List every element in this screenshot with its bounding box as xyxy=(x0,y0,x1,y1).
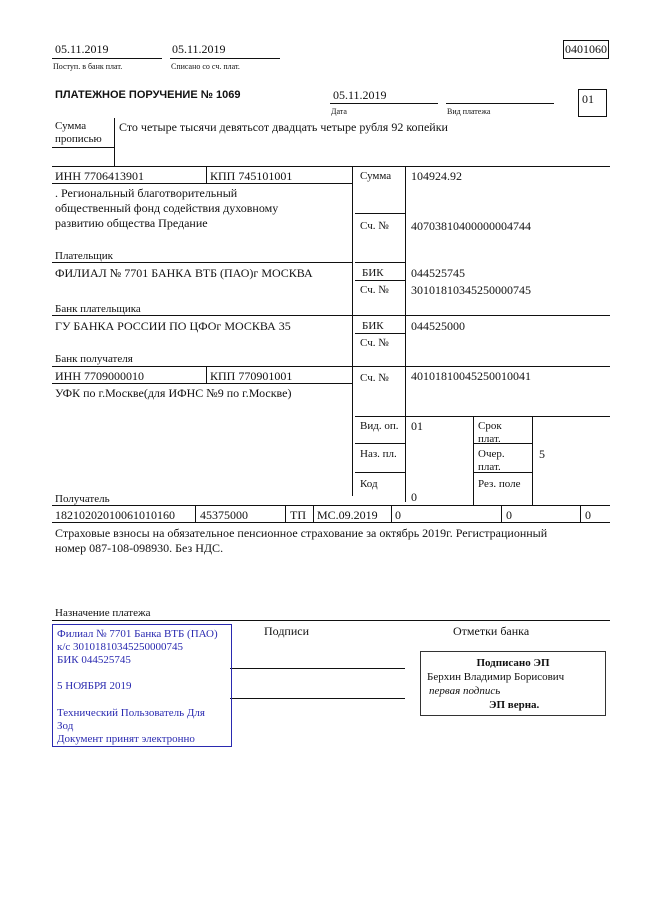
payment-type-label: Вид платежа xyxy=(447,107,491,116)
oktmo: 45375000 xyxy=(200,508,248,522)
stamp-line-1: Филиал № 7701 Банка ВТБ (ПАО) xyxy=(57,628,218,640)
stamp-line-2: к/с 30101810345250000745 xyxy=(57,641,184,653)
payee-bank-label: Банк получателя xyxy=(55,353,133,365)
signatures-label: Подписи xyxy=(264,624,310,638)
bank-marks-label: Отметки банка xyxy=(453,624,530,638)
kbk: 18210202010061010160 xyxy=(55,508,175,522)
order-label-1: Очер. xyxy=(478,448,505,460)
esignature-status: ЭП верна. xyxy=(489,699,540,711)
payer-kpp: КПП 745101001 xyxy=(210,169,293,183)
form-code: 0401060 xyxy=(563,40,609,59)
payer-account: 40703810400000004744 xyxy=(411,219,531,233)
doc-date: 0 xyxy=(506,508,512,522)
stamp-line-7: Документ принят электронно xyxy=(57,733,195,745)
payee-bank-account-label: Сч. № xyxy=(360,337,389,349)
payer-bank-account: 30101810345250000745 xyxy=(411,283,531,297)
purpose-label: Назначение платежа xyxy=(55,607,151,619)
payee-name: УФК по г.Москве(для ИФНС №9 по г.Москве) xyxy=(55,386,292,400)
order-label-2: плат. xyxy=(478,461,501,473)
payer-name-1: . Региональный благотворительный xyxy=(55,186,238,200)
bank-stamp xyxy=(52,624,232,747)
basis: ТП xyxy=(290,508,306,522)
esignature-signer: Берхин Владимир Борисович xyxy=(427,671,565,683)
payer-name-2: общественный фонд содействия духовному xyxy=(55,201,279,215)
payer-label: Плательщик xyxy=(55,250,113,262)
payee-bank-name: ГУ БАНКА РОССИИ ПО ЦФОг МОСКВА 35 xyxy=(55,319,291,333)
payer-name-3: развитию общества Предание xyxy=(55,216,208,230)
payee-kpp: КПП 770901001 xyxy=(210,369,293,383)
payer-account-label: Сч. № xyxy=(360,220,389,232)
payee-inn: ИНН 7709000010 xyxy=(55,369,144,383)
payee-label: Получатель xyxy=(55,493,110,505)
payee-account: 40101810045250010041 xyxy=(411,369,531,383)
payer-bank-bik-label: БИК xyxy=(362,267,384,279)
status-code: 01 xyxy=(582,92,594,106)
tax-extra: 0 xyxy=(585,508,591,522)
purpose-code-label: Наз. пл. xyxy=(360,448,397,460)
document-date: 05.11.2019 xyxy=(333,88,387,102)
op-type: 01 xyxy=(411,419,423,433)
payee-account-label: Сч. № xyxy=(360,372,389,384)
stamp-line-6: Зод xyxy=(57,720,74,732)
op-type-label: Вид. оп. xyxy=(360,420,399,432)
page-title: ПЛАТЕЖНОЕ ПОРУЧЕНИЕ № 1069 xyxy=(55,89,241,101)
amount-words-label-2: прописью xyxy=(55,133,102,145)
payee-bank-bik-label: БИК xyxy=(362,320,384,332)
esignature-title: Подписано ЭП xyxy=(476,657,550,669)
purpose-line-2: номер 087-108-098930. Без НДС. xyxy=(55,541,224,555)
status-code-box xyxy=(578,89,607,117)
payer-bank-account-label: Сч. № xyxy=(360,284,389,296)
stamp-line-4: 5 НОЯБРЯ 2019 xyxy=(57,680,132,692)
code-label: Код xyxy=(360,478,378,490)
document-date-label: Дата xyxy=(331,107,347,116)
reserve-label: Рез. поле xyxy=(478,478,521,490)
esignature-block xyxy=(420,651,606,716)
doc-number: 0 xyxy=(395,508,401,522)
payer-bank-name: ФИЛИАЛ № 7701 БАНКА ВТБ (ПАО)г МОСКВА xyxy=(55,266,313,280)
date-received-label: Поступ. в банк плат. xyxy=(53,62,123,71)
code-value: 0 xyxy=(411,490,417,504)
stamp-line-5: Технический Пользователь Для xyxy=(57,707,205,719)
date-received: 05.11.2019 xyxy=(55,42,109,56)
stamp-line-3: БИК 044525745 xyxy=(57,654,131,666)
date-debited: 05.11.2019 xyxy=(172,42,226,56)
amount-words-label-1: Сумма xyxy=(55,120,87,132)
order-value: 5 xyxy=(539,447,545,461)
amount-words-value: Сто четыре тысячи девятьсот двадцать четыре рубля 92 копейки xyxy=(119,120,448,134)
term-label-1: Срок xyxy=(478,420,502,432)
esignature-role: первая подпись xyxy=(429,685,501,697)
purpose-line-1: Страховые взносы на обязательное пенсионное страхование за октябрь 2019г. Регистрационный xyxy=(55,526,548,540)
payer-bank-bik: 044525745 xyxy=(411,266,465,280)
payer-inn: ИНН 7706413901 xyxy=(55,169,144,183)
payer-amount: 104924.92 xyxy=(411,169,462,183)
payer-amount-label: Сумма xyxy=(360,170,392,182)
date-debited-label: Списано со сч. плат. xyxy=(171,62,240,71)
payee-bank-bik: 044525000 xyxy=(411,319,465,333)
tax-period: МС.09.2019 xyxy=(317,508,378,522)
payer-bank-label: Банк плательщика xyxy=(55,303,141,315)
term-label-2: плат. xyxy=(478,433,501,445)
